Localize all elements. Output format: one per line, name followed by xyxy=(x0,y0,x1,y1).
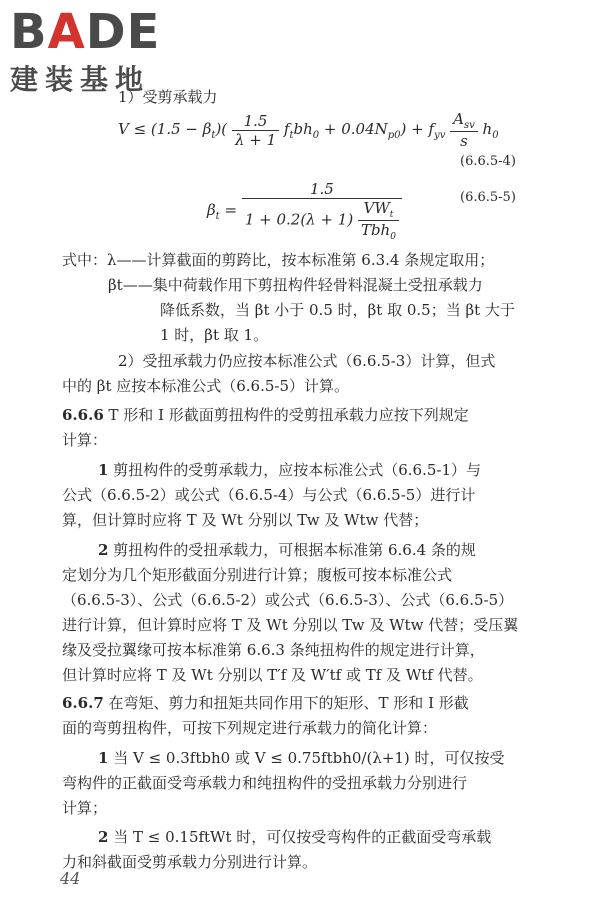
text-line: 面的弯剪扭构件，可按下列规定进行承载力的简化计算： xyxy=(62,719,438,737)
text-line: 1）受剪承载力 xyxy=(118,88,218,106)
text-line: 1 当 V ≤ 0.3ftbh0 或 V ≤ 0.75ftbh0/(λ+1) 时，可仅按受 xyxy=(98,749,505,767)
logo-subtitle: 建装基地 xyxy=(10,63,151,96)
section-6-6-6: 6.6.6 T 形和 I 形截面剪扭构件的受剪扭承载力应按下列规定 xyxy=(62,406,469,424)
page-number: 44 xyxy=(60,869,81,888)
text-line: 2）受扭承载力仍应按本标准公式（6.6.5-3）计算，但式 xyxy=(118,352,496,370)
section-6-6-7: 6.6.7 在弯矩、剪力和扭矩共同作用下的矩形、T 形和 I 形截 xyxy=(62,694,469,712)
text-line: βt——集中荷载作用下剪扭构件轻骨料混凝土受扭承载力 xyxy=(108,276,483,294)
text-line: 算，但计算时应将 T 及 Wt 分别以 Tw 及 Wtw 代替； xyxy=(62,511,429,529)
text-line: 2 剪扭构件的受扭承载力，可根据本标准第 6.6.4 条的规 xyxy=(98,541,476,559)
text-line: 公式（6.6.5-2）或公式（6.6.5-4）与公式（6.6.5-5）进行计 xyxy=(62,486,476,504)
logo xyxy=(10,4,180,98)
equation-6-6-5-5: $\beta_t$ = 1.5 1 + 0.2(λ + 1) $\frac{VW_t}{Tbh_0}$ xyxy=(207,180,402,242)
text-line: （6.6.5-3）、公式（6.6.5-2）或公式（6.6.5-3）、公式（6.6.5-5） xyxy=(62,591,514,609)
text-line: 定划分为几个矩形截面分别进行计算；腹板可按本标准公式 xyxy=(62,566,453,584)
equation-number: (6.6.5-5) xyxy=(460,190,516,205)
text-line: 2 当 T ≤ 0.15ftWt 时，可仅按受弯构件的正截面受弯承载 xyxy=(98,828,492,846)
text-line: 缘及受拉翼缘可按本标准第 6.6.3 条纯扭构件的规定进行计算， xyxy=(62,641,485,659)
text-line: 弯构件的正截面受弯承载力和纯扭构件的受扭承载力分别进行 xyxy=(62,774,468,792)
text-line: 计算； xyxy=(62,799,108,817)
text-line: 中的 βt 应按本标准公式（6.6.5-5）计算。 xyxy=(62,377,350,395)
text-line: 计算： xyxy=(62,431,108,449)
text-line: 降低系数，当 βt 小于 0.5 时，βt 取 0.5；当 βt 大于 xyxy=(160,301,515,319)
text-line: 力和斜截面受剪承载力分别进行计算。 xyxy=(62,853,318,871)
text-line: 1 时，βt 取 1。 xyxy=(160,326,269,344)
text-line: 进行计算，但计算时应将 T 及 Wt 分别以 Tw 及 Wtw 代替；受压翼 xyxy=(62,616,519,634)
text-line: 式中：λ——计算截面的剪跨比，按本标准第 6.3.4 条规定取用； xyxy=(62,251,495,269)
equation-6-6-5-4: $V \le (1.5 - \beta_t)$( $\frac{1.5}{\lambda + 1}$ $f_tbh_0 + 0.04N_{p0}) + f_{yv}$ $\frac{A_{sv}}{s}$ $h_0$ xyxy=(118,110,499,150)
text-line: 但计算时应将 T 及 Wt 分别以 T′f 及 W′tf 或 Tf 及 Wtf 代替。 xyxy=(62,666,483,684)
equation-number: (6.6.5-4) xyxy=(460,154,516,169)
logo-wordmark: BADE xyxy=(10,4,161,60)
text-line: 1 剪扭构件的受剪承载力，应按本标准公式（6.6.5-1）与 xyxy=(98,461,481,479)
